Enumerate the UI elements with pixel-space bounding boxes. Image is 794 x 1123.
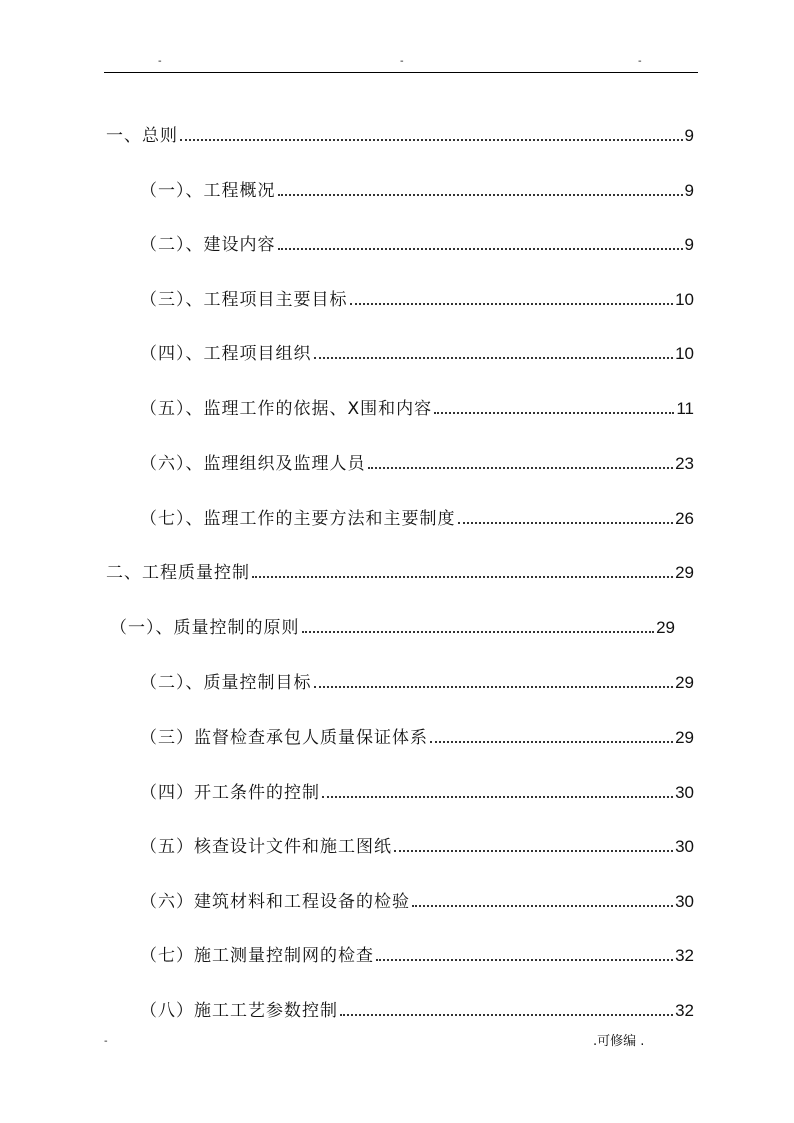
dot-leader [180, 139, 683, 141]
toc-entry-title: （四）开工条件的控制 [140, 783, 320, 803]
toc-entry-page: 9 [684, 235, 694, 254]
toc-entry-page: 32 [675, 1001, 694, 1020]
toc-entry-title: 二、工程质量控制 [106, 563, 250, 583]
toc-entry-page: 30 [675, 783, 694, 802]
toc-entry-page: 29 [675, 673, 694, 692]
toc-entry-title: （二）、建设内容 [140, 235, 276, 255]
dot-leader [322, 796, 673, 798]
toc-entry[interactable] [140, 508, 694, 530]
dot-leader [430, 741, 673, 743]
toc-entry[interactable] [140, 727, 694, 749]
dot-leader [350, 303, 674, 305]
footer-editable-note: .可修编 . [593, 1034, 645, 1049]
toc-entry[interactable] [106, 562, 694, 584]
toc-entry[interactable] [110, 617, 675, 639]
dot-leader [302, 631, 655, 633]
header-mark-right: - [638, 56, 642, 67]
dot-leader [376, 959, 673, 961]
toc-entry[interactable] [140, 289, 694, 311]
toc-entry[interactable] [140, 836, 694, 858]
toc-entry-page: 30 [675, 892, 694, 911]
toc-entry-title: （八）施工工艺参数控制 [140, 1001, 338, 1021]
toc-entry-title: （四）、工程项目组织 [140, 344, 312, 364]
toc-entry-title: （六）建筑材料和工程设备的检验 [140, 892, 410, 912]
toc-entry[interactable] [140, 343, 694, 365]
footer-mark: - [104, 1036, 108, 1047]
toc-entry-page: 23 [675, 454, 694, 473]
toc-entry-page: 9 [684, 181, 694, 200]
toc-entry-page: 9 [684, 126, 694, 145]
toc-entry-page: 30 [675, 837, 694, 856]
toc-entry[interactable] [140, 891, 694, 913]
dot-leader [394, 850, 673, 852]
toc-entry-title: （五）、监理工作的依据、X围和内容 [140, 399, 433, 419]
toc-entry[interactable] [140, 180, 694, 202]
toc-entry[interactable] [106, 125, 694, 147]
dot-leader [340, 1014, 673, 1016]
dot-leader [314, 357, 674, 359]
toc-entry-page: 10 [675, 344, 694, 363]
toc-entry-title: （一）、工程概况 [140, 181, 276, 201]
toc-entry-title: （二）、质量控制目标 [140, 673, 312, 693]
toc-entry-title: （三）监督检查承包人质量保证体系 [140, 728, 428, 748]
toc-entry-page: 32 [675, 946, 694, 965]
header-mark-left: - [158, 56, 162, 67]
dot-leader [314, 686, 674, 688]
dot-leader [458, 522, 674, 524]
toc-entry-page: 29 [675, 563, 694, 582]
toc-entry-title: （五）核查设计文件和施工图纸 [140, 837, 392, 857]
toc-entry-page: 29 [675, 728, 694, 747]
header-mark-center: - [400, 56, 404, 67]
dot-leader [434, 412, 674, 414]
toc-entry[interactable] [140, 453, 694, 475]
toc-entry-page: 26 [675, 509, 694, 528]
toc-entry-page: 10 [675, 290, 694, 309]
toc-entry-title: （三）、工程项目主要目标 [140, 290, 348, 310]
toc-entry-title: 一、总则 [106, 126, 178, 146]
toc-entry[interactable] [140, 1000, 694, 1022]
dot-leader [412, 905, 673, 907]
toc-entry-title: （七）施工测量控制网的检查 [140, 946, 374, 966]
toc-entry-title: （一）、质量控制的原则 [110, 618, 300, 638]
dot-leader [252, 576, 673, 578]
toc-entry-title: （六）、监理组织及监理人员 [140, 454, 366, 474]
toc-entry-page: 11 [676, 399, 694, 418]
toc-entry-page: 29 [656, 618, 675, 637]
dot-leader [368, 467, 674, 469]
toc-entry-title: （七）、监理工作的主要方法和主要制度 [140, 509, 456, 529]
toc-entry[interactable] [140, 782, 694, 804]
toc-entry[interactable] [140, 234, 694, 256]
dot-leader [278, 194, 683, 196]
dot-leader [278, 248, 683, 250]
toc-entry[interactable] [140, 672, 694, 694]
toc-entry[interactable] [140, 398, 694, 420]
toc-entry[interactable] [140, 945, 694, 967]
